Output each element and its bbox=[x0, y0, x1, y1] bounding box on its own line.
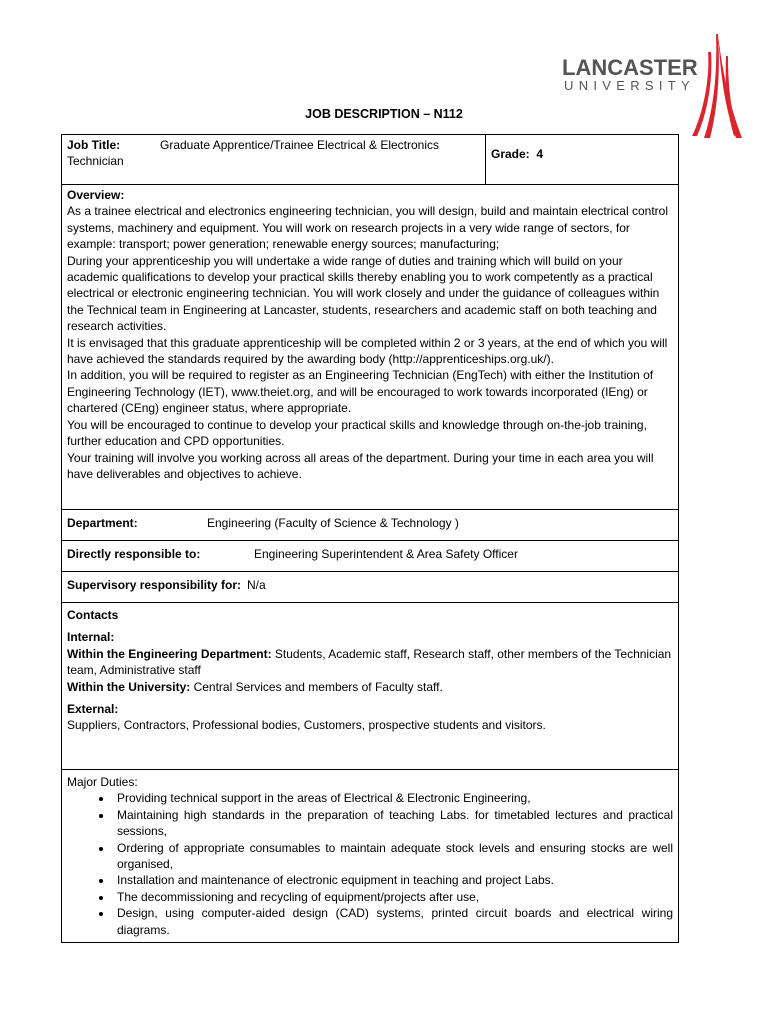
overview-row bbox=[62, 185, 679, 510]
responsible-row bbox=[62, 541, 679, 572]
department-label: Department: bbox=[67, 516, 138, 530]
overview-paragraph: As a trainee electrical and electronics engineering technician, you will design, build and maintain electrical control systems, machinery and equipment. You will work on research projects in a very wide range of sectors, for example: transport; power generation; renewable energy sources; manufacturing; bbox=[67, 204, 669, 252]
within-department-label: Within the Engineering Department: bbox=[67, 646, 272, 661]
within-university-line bbox=[67, 679, 673, 695]
within-university-value: Central Services and members of Faculty staff. bbox=[190, 679, 443, 694]
job-title-label: Job Title: bbox=[67, 138, 121, 152]
overview-paragraph: It is envisaged that this graduate apprenticeship will be completed within 2 or 3 years, at the end of which you will have achieved the standards required by the awarding body (http://apprenticeships.org.uk/). bbox=[67, 335, 668, 367]
duties-list bbox=[67, 790, 673, 938]
responsible-label: Directly responsible to: bbox=[67, 547, 201, 561]
overview-heading: Overview: bbox=[67, 188, 125, 202]
external-label: External: bbox=[67, 702, 119, 717]
grade-cell bbox=[486, 135, 679, 185]
external-value: Suppliers, Contractors, Professional bodies, Customers, prospective students and visitors. bbox=[67, 718, 546, 733]
document-title: JOB DESCRIPTION – N112 bbox=[305, 107, 463, 121]
list-item: • The decommissioning and recycling of equipment/projects after use, bbox=[113, 889, 673, 905]
logo-wordmark-line2: UNIVERSITY bbox=[564, 78, 696, 93]
within-department-value: Students, Academic staff, Research staff, other members of the Technician team, Administrative staff bbox=[67, 646, 672, 678]
list-item: • Design, using computer-aided design (CAD) systems, printed circuit boards and electrical wiring diagrams. bbox=[113, 905, 673, 938]
department-row bbox=[62, 510, 679, 541]
supervisory-cell bbox=[62, 572, 679, 603]
duties-cell bbox=[62, 770, 679, 943]
responsible-cell bbox=[62, 541, 679, 572]
grade-label: Grade: bbox=[491, 147, 530, 161]
grade-value: 4 bbox=[536, 147, 544, 161]
overview-paragraph: Your training will involve you working across all areas of the department. During your time in each area you will have deliverables and objectives to achieve. bbox=[67, 450, 654, 481]
university-logo bbox=[562, 32, 744, 142]
contacts-cell bbox=[62, 603, 679, 770]
job-description-table bbox=[61, 134, 679, 943]
contacts-heading: Contacts bbox=[67, 608, 119, 622]
job-title-cell bbox=[62, 135, 486, 185]
job-title-value-line2: Technician bbox=[67, 154, 124, 169]
duties-heading: Major Duties: bbox=[67, 775, 138, 789]
list-item: • Installation and maintenance of electronic equipment in teaching and project Labs. bbox=[113, 872, 673, 888]
supervisory-row bbox=[62, 572, 679, 603]
contacts-row bbox=[62, 603, 679, 770]
job-title-value-line1: Graduate Apprentice/Trainee Electrical & Electronics bbox=[160, 138, 440, 152]
within-university-label: Within the University: bbox=[67, 679, 191, 694]
list-item: • Providing technical support in the areas of Electrical & Electronic Engineering, bbox=[113, 790, 673, 806]
duties-row bbox=[62, 770, 679, 943]
overview-paragraph: During your apprenticeship you will undertake a wide range of duties and training which will build on your academic qualifications to develop your practical skills thereby enabling you to work competently as a practical electrical or electronic engineering technician. You will work closely and under the guidance of colleagues within the Technical team in Engineering at Lancaster, students, researchers and academic staff on both teaching and research activities. bbox=[67, 253, 660, 334]
overview-cell bbox=[62, 185, 679, 510]
supervisory-label: Supervisory responsibility for: bbox=[67, 578, 242, 592]
department-cell bbox=[62, 510, 679, 541]
responsible-value: Engineering Superintendent & Area Safety Officer bbox=[254, 547, 518, 561]
supervisory-value: N/a bbox=[247, 578, 266, 592]
overview-paragraph: In addition, you will be required to register as an Engineering Technician (EngTech) with either the Institution of Engineering Technology (IET), www.theiet.org, and will be encouraged to work towards incorporated (IEng) or chartered (CEng) engineer status, where appropriate. bbox=[67, 368, 654, 416]
list-item: • Maintaining high standards in the preparation of teaching Labs. for timetabled lectures and practical sessions, bbox=[113, 807, 673, 840]
logo-emblem-icon bbox=[690, 32, 744, 142]
internal-label: Internal: bbox=[67, 630, 115, 645]
list-item: • Ordering of appropriate consumables to maintain adequate stock levels and ensuring stocks are well organised, bbox=[113, 840, 673, 873]
logo-wordmark-line1: LANCASTER bbox=[562, 55, 698, 80]
job-title-row bbox=[62, 135, 679, 185]
department-value: Engineering (Faculty of Science & Technology ) bbox=[207, 516, 459, 530]
within-department-line bbox=[67, 646, 673, 679]
overview-paragraph: You will be encouraged to continue to develop your practical skills and knowledge through on-the-job training, further education and CPD opportunities. bbox=[67, 417, 647, 449]
